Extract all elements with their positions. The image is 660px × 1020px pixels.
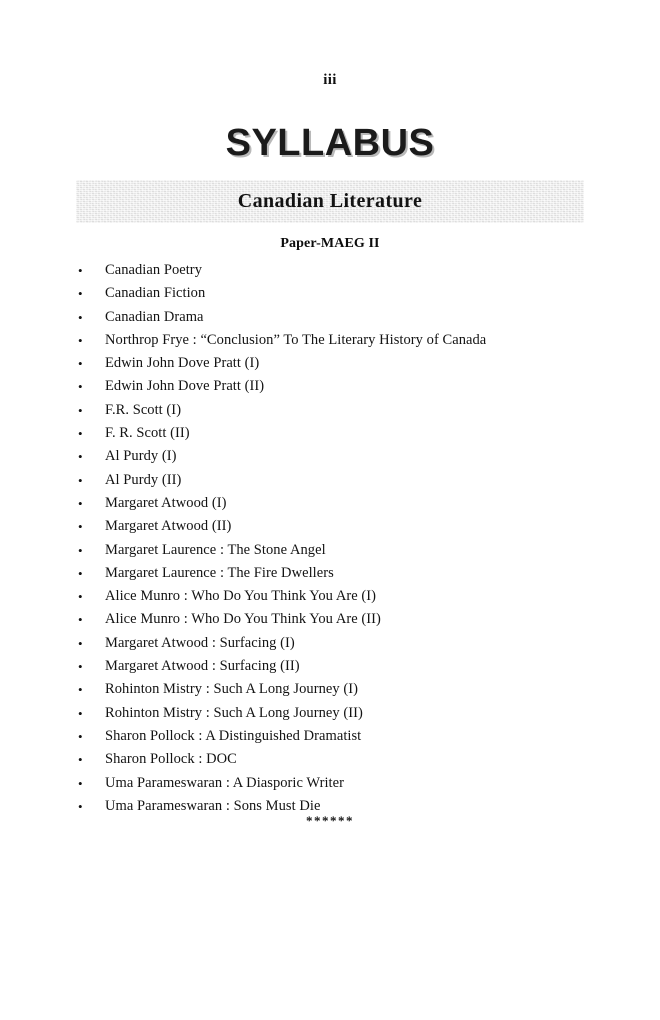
list-item bbox=[76, 375, 636, 398]
bullet-icon: • bbox=[78, 309, 83, 325]
list-item bbox=[76, 772, 636, 795]
list-item-label: Margaret Atwood : Surfacing (II) bbox=[105, 658, 300, 675]
list-item-label: Sharon Pollock : A Distinguished Dramatist bbox=[105, 727, 362, 744]
bullet-icon: • bbox=[78, 798, 83, 814]
bullet-icon: • bbox=[78, 705, 83, 721]
list-item bbox=[76, 515, 636, 538]
list-item-label: Margaret Atwood : Surfacing (I) bbox=[105, 634, 295, 651]
list-item bbox=[76, 585, 636, 608]
list-item bbox=[76, 445, 636, 468]
bullet-icon: • bbox=[78, 659, 83, 675]
list-item-label: Margaret Laurence : The Stone Angel bbox=[105, 541, 326, 558]
bullet-icon: • bbox=[78, 565, 83, 581]
list-item-label: Margaret Atwood (II) bbox=[105, 518, 232, 535]
list-item bbox=[76, 702, 636, 725]
list-item-label: Alice Munro : Who Do You Think You Are (II) bbox=[105, 611, 381, 628]
list-item-label: Margaret Laurence : The Fire Dwellers bbox=[105, 564, 334, 581]
bullet-icon: • bbox=[78, 775, 83, 791]
list-item-label: F. R. Scott (II) bbox=[105, 425, 190, 442]
bullet-icon: • bbox=[78, 379, 83, 395]
list-item-label: Canadian Poetry bbox=[105, 262, 202, 278]
list-item bbox=[76, 329, 636, 352]
list-item bbox=[76, 422, 636, 445]
bullet-icon: • bbox=[78, 449, 83, 465]
list-item bbox=[76, 539, 636, 562]
list-item bbox=[76, 632, 636, 655]
list-item bbox=[76, 352, 636, 375]
bullet-icon: • bbox=[78, 728, 83, 744]
bullet-icon: • bbox=[78, 589, 83, 605]
list-item-label: Edwin John Dove Pratt (II) bbox=[105, 378, 265, 395]
bullet-icon: • bbox=[78, 495, 83, 511]
page-number: iii bbox=[323, 72, 337, 88]
bullet-icon: • bbox=[78, 682, 83, 698]
list-item-label: Sharon Pollock : DOC bbox=[105, 751, 237, 768]
list-item-label: Rohinton Mistry : Such A Long Journey (I) bbox=[105, 681, 358, 698]
list-item bbox=[76, 608, 636, 631]
subject-banner bbox=[76, 180, 584, 223]
bullet-icon: • bbox=[78, 426, 83, 442]
list-item bbox=[76, 282, 636, 305]
list-item-label: Alice Munro : Who Do You Think You Are (I) bbox=[105, 588, 377, 605]
end-ornament: ****** bbox=[306, 813, 354, 828]
list-item-label: F.R. Scott (I) bbox=[105, 401, 182, 418]
page-title: SYLLABUS bbox=[225, 122, 435, 164]
list-item-label: Uma Parameswaran : A Diasporic Writer bbox=[105, 774, 344, 791]
bullet-icon: • bbox=[78, 286, 83, 302]
bullet-icon: • bbox=[78, 519, 83, 535]
page-title-container bbox=[0, 122, 660, 165]
list-item bbox=[76, 725, 636, 748]
list-item-label: Edwin John Dove Pratt (I) bbox=[105, 355, 260, 372]
list-item-label: Canadian Fiction bbox=[105, 285, 206, 302]
bullet-icon: • bbox=[78, 472, 83, 488]
syllabus-topic-list bbox=[76, 259, 636, 818]
bullet-icon: • bbox=[78, 402, 83, 418]
bullet-icon: • bbox=[78, 612, 83, 628]
paper-code-heading: Paper-MAEG II bbox=[280, 236, 380, 251]
list-item bbox=[76, 399, 636, 422]
list-item bbox=[76, 492, 636, 515]
bullet-icon: • bbox=[78, 752, 83, 768]
bullet-icon: • bbox=[78, 542, 83, 558]
list-item-label: Al Purdy (II) bbox=[105, 471, 182, 488]
list-item-label: Rohinton Mistry : Such A Long Journey (II) bbox=[105, 704, 363, 721]
bullet-icon: • bbox=[78, 263, 83, 278]
list-item bbox=[76, 259, 636, 282]
list-item bbox=[76, 655, 636, 678]
bullet-icon: • bbox=[78, 332, 83, 348]
bullet-icon: • bbox=[78, 635, 83, 651]
list-item bbox=[76, 748, 636, 771]
list-item bbox=[76, 562, 636, 585]
list-item bbox=[76, 678, 636, 701]
subject-title: Canadian Literature bbox=[237, 190, 423, 212]
list-item bbox=[76, 306, 636, 329]
list-item-label: Northrop Frye : “Conclusion” To The Literary History of Canada bbox=[105, 331, 487, 348]
list-item-label: Canadian Drama bbox=[105, 308, 204, 325]
list-item-label: Al Purdy (I) bbox=[105, 448, 177, 465]
list-item-label: Uma Parameswaran : Sons Must Die bbox=[105, 797, 321, 814]
bullet-icon: • bbox=[78, 356, 83, 372]
list-item-label: Margaret Atwood (I) bbox=[105, 494, 227, 511]
list-item bbox=[76, 469, 636, 492]
